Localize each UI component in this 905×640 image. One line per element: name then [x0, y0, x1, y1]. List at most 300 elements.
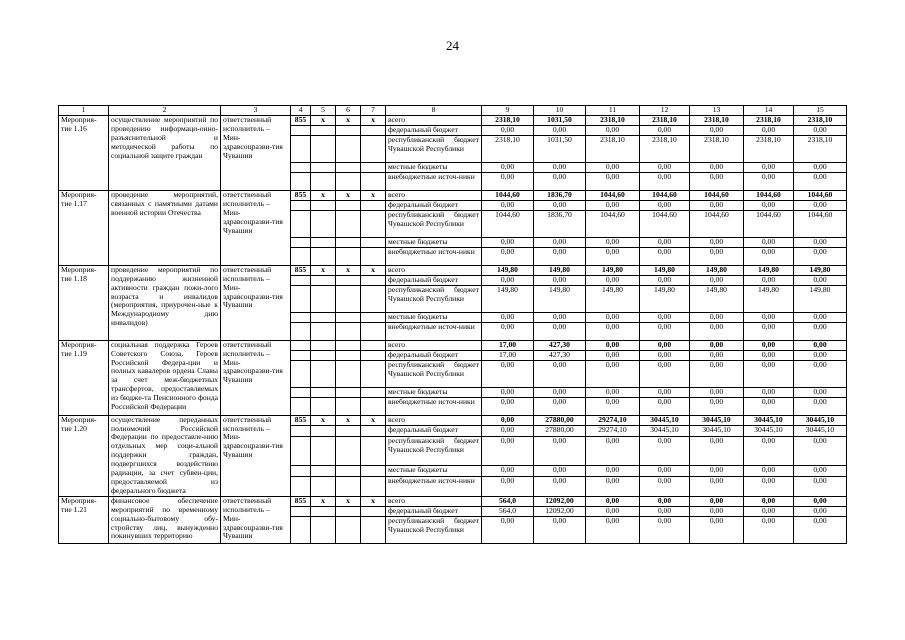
value-cell: 0,00 [586, 496, 640, 506]
value-cell: 0,00 [744, 516, 794, 543]
value-cell: 1044,60 [794, 190, 847, 200]
value-cell: 0,00 [640, 506, 690, 516]
funding-source: республиканский бюджет Чувашской Республики [386, 210, 482, 237]
value-cell: 0,00 [640, 477, 690, 497]
value-cell: 0,00 [690, 477, 744, 497]
value-cell: 0,00 [744, 387, 794, 397]
value-cell: 427,30 [534, 350, 586, 360]
code-cell [336, 322, 361, 340]
column-header: 14 [744, 106, 794, 116]
code-cell [361, 340, 386, 350]
code-cell [291, 322, 311, 340]
value-cell: 0,00 [586, 360, 640, 387]
value-cell: 0,00 [690, 506, 744, 516]
funding-source: всего [386, 415, 482, 426]
value-cell: 0,00 [586, 397, 640, 415]
value-cell: 0,00 [690, 340, 744, 350]
funding-source: внебюджетные источ-ники [386, 477, 482, 497]
table-row [59, 116, 847, 126]
code-cell [291, 162, 311, 172]
value-cell: 1044,60 [482, 190, 534, 200]
budget-table [58, 105, 847, 544]
code-cell [311, 162, 336, 172]
value-cell: 1044,60 [690, 190, 744, 200]
value-cell: 0,00 [794, 340, 847, 350]
value-cell: 0,00 [640, 466, 690, 477]
code-cell [336, 387, 361, 397]
value-cell: 0,00 [586, 237, 640, 247]
value-cell: 0,00 [794, 200, 847, 210]
value-cell: 1044,60 [586, 190, 640, 200]
code-cell: х [336, 265, 361, 275]
value-cell: 0,00 [690, 397, 744, 415]
funding-source: республиканский бюджет Чувашской Республики [386, 437, 482, 466]
value-cell: 0,00 [690, 387, 744, 397]
column-header: 15 [794, 106, 847, 116]
value-cell: 0,00 [640, 516, 690, 543]
value-cell: 1044,60 [640, 190, 690, 200]
value-cell: 0,00 [586, 322, 640, 340]
value-cell: 29274,10 [586, 426, 640, 437]
code-cell [361, 506, 386, 516]
value-cell: 0,00 [586, 387, 640, 397]
value-cell: 17,00 [482, 340, 534, 350]
value-cell: 0,00 [794, 387, 847, 397]
code-cell [291, 237, 311, 247]
value-cell: 0,00 [794, 125, 847, 135]
code-cell [336, 135, 361, 162]
value-cell: 149,80 [482, 285, 534, 312]
measure-name: осуществление переданных полномочий Российской Федерации по предоставле-нию отдельных мер соци-альной поддержки граждан, подвергшихся воздействию радиации, за счет субвен-ции, предоставляемой из федерального бюджета [109, 415, 221, 496]
code-cell [291, 466, 311, 477]
value-cell: 0,00 [794, 477, 847, 497]
funding-source: всего [386, 116, 482, 126]
code-cell [336, 350, 361, 360]
column-header: 2 [109, 106, 221, 116]
value-cell: 149,80 [744, 265, 794, 275]
code-cell [336, 506, 361, 516]
value-cell: 30445,10 [794, 426, 847, 437]
value-cell: 0,00 [794, 496, 847, 506]
page-number: 24 [446, 38, 459, 53]
measure-name: проведение мероприятий, связанных с памятными датами военной истории Отечества [109, 190, 221, 265]
measure-id: Мероприя-тие 1.16 [59, 116, 109, 191]
value-cell: 0,00 [744, 397, 794, 415]
code-cell [291, 360, 311, 387]
value-cell: 0,00 [534, 247, 586, 265]
code-cell: 855 [291, 265, 311, 275]
column-header: 3 [221, 106, 291, 116]
value-cell: 0,00 [482, 466, 534, 477]
value-cell: 149,80 [690, 265, 744, 275]
value-cell: 0,00 [534, 477, 586, 497]
value-cell: 0,00 [690, 496, 744, 506]
code-cell [291, 247, 311, 265]
code-cell [361, 360, 386, 387]
value-cell: 0,00 [534, 322, 586, 340]
code-cell: х [336, 496, 361, 506]
value-cell: 0,00 [482, 516, 534, 543]
value-cell: 0,00 [744, 340, 794, 350]
value-cell: 0,00 [534, 387, 586, 397]
value-cell: 0,00 [586, 125, 640, 135]
code-cell: 855 [291, 190, 311, 200]
code-cell [311, 426, 336, 437]
value-cell: 0,00 [586, 437, 640, 466]
code-cell [311, 237, 336, 247]
value-cell: 0,00 [482, 322, 534, 340]
value-cell: 0,00 [482, 437, 534, 466]
value-cell: 30445,10 [744, 426, 794, 437]
column-header: 13 [690, 106, 744, 116]
code-cell [361, 125, 386, 135]
funding-source: всего [386, 496, 482, 506]
table-row [59, 415, 847, 426]
funding-source: всего [386, 190, 482, 200]
value-cell: 0,00 [744, 162, 794, 172]
value-cell: 0,00 [794, 247, 847, 265]
code-cell [311, 200, 336, 210]
value-cell: 0,00 [640, 247, 690, 265]
value-cell: 1044,60 [482, 210, 534, 237]
value-cell: 0,00 [640, 340, 690, 350]
value-cell: 1031,50 [534, 116, 586, 126]
code-cell [291, 437, 311, 466]
responsible-executor: ответственный исполнитель – Мин-здравсоцразви-тия Чувашии [221, 340, 291, 415]
code-cell [361, 285, 386, 312]
value-cell: 0,00 [534, 437, 586, 466]
value-cell: 30445,10 [690, 415, 744, 426]
code-cell [336, 237, 361, 247]
code-cell [311, 437, 336, 466]
measure-id: Мероприя-тие 1.20 [59, 415, 109, 496]
value-cell: 0,00 [794, 275, 847, 285]
value-cell: 27880,00 [534, 426, 586, 437]
value-cell: 2318,10 [690, 116, 744, 126]
value-cell: 0,00 [586, 350, 640, 360]
value-cell: 0,00 [794, 312, 847, 322]
code-cell [336, 210, 361, 237]
value-cell: 1044,60 [586, 210, 640, 237]
code-cell [311, 360, 336, 387]
value-cell: 12092,00 [534, 496, 586, 506]
value-cell: 0,00 [690, 200, 744, 210]
value-cell: 0,00 [586, 506, 640, 516]
value-cell: 0,00 [744, 466, 794, 477]
code-cell: х [361, 415, 386, 426]
value-cell: 0,00 [586, 200, 640, 210]
code-cell [311, 506, 336, 516]
value-cell: 0,00 [794, 172, 847, 190]
value-cell: 149,80 [586, 285, 640, 312]
value-cell: 149,80 [794, 265, 847, 275]
value-cell: 0,00 [534, 172, 586, 190]
value-cell: 0,00 [586, 162, 640, 172]
value-cell: 0,00 [744, 506, 794, 516]
value-cell: 0,00 [482, 397, 534, 415]
value-cell: 0,00 [640, 387, 690, 397]
value-cell: 0,00 [690, 322, 744, 340]
code-cell [361, 322, 386, 340]
funding-source: всего [386, 340, 482, 350]
measure-name: социальная поддержка Героев Советского Союза, Героев Российской Федера-ции и полных кавалеров ордена Славы за счет меж-бюджетных трансфертов, предоставляемых из бюдже-та Пенсионного фонда Российской Федерации [109, 340, 221, 415]
code-cell [361, 162, 386, 172]
code-cell [336, 360, 361, 387]
value-cell: 0,00 [640, 162, 690, 172]
measure-name: проведение мероприятий по поддержанию жизненной активности граждан пожи-лого возраста и инвалидов (мероприятия, приурочен-ные к Международному дню инвалидов) [109, 265, 221, 340]
code-cell: 855 [291, 496, 311, 506]
value-cell: 149,80 [586, 265, 640, 275]
code-cell [336, 466, 361, 477]
responsible-executor: ответственный исполнитель – Мин-здравсоцразви-тия Чувашии [221, 116, 291, 191]
table-row [59, 265, 847, 275]
value-cell: 149,80 [794, 285, 847, 312]
value-cell: 0,00 [744, 237, 794, 247]
code-cell [311, 516, 336, 543]
code-cell [291, 285, 311, 312]
code-cell: х [311, 116, 336, 126]
value-cell: 0,00 [482, 125, 534, 135]
value-cell: 0,00 [744, 172, 794, 190]
value-cell: 149,80 [534, 285, 586, 312]
code-cell: х [336, 415, 361, 426]
measure-name: финансовое обеспечение мероприятий по временному социально-бытовому обу-стройству лиц, вынужденно покинувших территорию [109, 496, 221, 543]
responsible-executor: ответственный исполнитель – Мин-здравсоцразви-тия Чувашии [221, 496, 291, 543]
code-cell: х [311, 496, 336, 506]
value-cell: 564,0 [482, 496, 534, 506]
table-row [59, 340, 847, 350]
code-cell: х [361, 116, 386, 126]
value-cell: 0,00 [482, 387, 534, 397]
code-cell [291, 312, 311, 322]
code-cell [311, 285, 336, 312]
code-cell [311, 466, 336, 477]
value-cell: 0,00 [640, 312, 690, 322]
value-cell: 149,80 [534, 265, 586, 275]
code-cell [291, 516, 311, 543]
funding-source: местные бюджеты [386, 162, 482, 172]
code-cell [291, 350, 311, 360]
code-cell [361, 275, 386, 285]
code-cell [311, 350, 336, 360]
column-header: 7 [361, 106, 386, 116]
value-cell: 30445,10 [690, 426, 744, 437]
value-cell: 0,00 [744, 350, 794, 360]
funding-source: федеральный бюджет [386, 426, 482, 437]
value-cell: 0,00 [640, 275, 690, 285]
code-cell [291, 477, 311, 497]
value-cell: 0,00 [744, 360, 794, 387]
value-cell: 0,00 [586, 275, 640, 285]
value-cell: 149,80 [690, 285, 744, 312]
value-cell: 0,00 [534, 397, 586, 415]
code-cell [291, 125, 311, 135]
value-cell: 1836,70 [534, 190, 586, 200]
value-cell: 0,00 [640, 360, 690, 387]
value-cell: 0,00 [482, 312, 534, 322]
value-cell: 0,00 [586, 340, 640, 350]
value-cell: 0,00 [586, 312, 640, 322]
value-cell: 0,00 [744, 477, 794, 497]
code-cell: х [311, 190, 336, 200]
column-header: 10 [534, 106, 586, 116]
code-cell [336, 426, 361, 437]
code-cell [291, 340, 311, 350]
code-cell [361, 210, 386, 237]
value-cell: 0,00 [534, 466, 586, 477]
value-cell: 0,00 [586, 466, 640, 477]
value-cell: 2318,10 [690, 135, 744, 162]
value-cell: 30445,10 [744, 415, 794, 426]
value-cell: 0,00 [640, 237, 690, 247]
code-cell [336, 125, 361, 135]
code-cell [336, 340, 361, 350]
table-row [59, 190, 847, 200]
value-cell: 12092,00 [534, 506, 586, 516]
code-cell [311, 322, 336, 340]
value-cell: 0,00 [534, 312, 586, 322]
value-cell: 0,00 [482, 162, 534, 172]
code-cell [311, 340, 336, 350]
code-cell: 855 [291, 415, 311, 426]
code-cell [311, 387, 336, 397]
code-cell: х [361, 190, 386, 200]
funding-source: федеральный бюджет [386, 200, 482, 210]
code-cell: х [311, 415, 336, 426]
value-cell: 0,00 [640, 350, 690, 360]
code-cell: х [336, 190, 361, 200]
funding-source: местные бюджеты [386, 466, 482, 477]
value-cell: 0,00 [744, 496, 794, 506]
value-cell: 0,00 [640, 200, 690, 210]
code-cell [291, 275, 311, 285]
value-cell: 0,00 [794, 516, 847, 543]
value-cell: 1044,60 [794, 210, 847, 237]
value-cell: 0,00 [586, 516, 640, 543]
column-header: 12 [640, 106, 690, 116]
table-body [59, 106, 847, 544]
code-cell [361, 172, 386, 190]
value-cell: 149,80 [640, 285, 690, 312]
value-cell: 0,00 [690, 172, 744, 190]
code-cell [361, 135, 386, 162]
value-cell: 0,00 [640, 125, 690, 135]
code-cell [336, 516, 361, 543]
value-cell: 30445,10 [640, 426, 690, 437]
column-header: 6 [336, 106, 361, 116]
code-cell [291, 200, 311, 210]
code-cell [336, 275, 361, 285]
value-cell: 149,80 [640, 265, 690, 275]
value-cell: 0,00 [586, 172, 640, 190]
value-cell: 0,00 [534, 200, 586, 210]
column-header: 1 [59, 106, 109, 116]
value-cell: 1044,60 [640, 210, 690, 237]
funding-source: республиканский бюджет Чувашской Республики [386, 135, 482, 162]
code-cell [361, 397, 386, 415]
code-cell [336, 477, 361, 497]
value-cell: 0,00 [744, 247, 794, 265]
funding-source: местные бюджеты [386, 312, 482, 322]
value-cell: 149,80 [482, 265, 534, 275]
value-cell: 2318,10 [482, 116, 534, 126]
value-cell: 0,00 [534, 237, 586, 247]
value-cell: 0,00 [640, 322, 690, 340]
value-cell: 0,00 [482, 172, 534, 190]
value-cell: 30445,10 [794, 415, 847, 426]
code-cell [291, 210, 311, 237]
value-cell: 0,00 [482, 247, 534, 265]
value-cell: 0,00 [744, 125, 794, 135]
code-cell [311, 397, 336, 415]
value-cell: 0,00 [794, 360, 847, 387]
value-cell: 0,00 [744, 322, 794, 340]
value-cell: 0,00 [640, 397, 690, 415]
code-cell [311, 477, 336, 497]
value-cell: 0,00 [794, 437, 847, 466]
funding-source: местные бюджеты [386, 237, 482, 247]
code-cell [336, 285, 361, 312]
code-cell [361, 437, 386, 466]
code-cell: х [311, 265, 336, 275]
value-cell: 2318,10 [794, 116, 847, 126]
measure-id: Мероприя-тие 1.19 [59, 340, 109, 415]
value-cell: 0,00 [744, 437, 794, 466]
responsible-executor: ответственный исполнитель – Мин-здравсоцразви-тия Чувашии [221, 415, 291, 496]
value-cell: 0,00 [482, 477, 534, 497]
funding-source: республиканский бюджет Чувашской Республики [386, 360, 482, 387]
funding-source: республиканский бюджет Чувашской Республики [386, 285, 482, 312]
code-cell [361, 200, 386, 210]
funding-source: внебюджетные источ-ники [386, 172, 482, 190]
header-row [59, 106, 847, 116]
code-cell [311, 312, 336, 322]
code-cell [336, 172, 361, 190]
code-cell [336, 200, 361, 210]
value-cell: 0,00 [690, 275, 744, 285]
value-cell: 2318,10 [794, 135, 847, 162]
value-cell: 0,00 [690, 360, 744, 387]
value-cell: 0,00 [482, 237, 534, 247]
funding-source: федеральный бюджет [386, 275, 482, 285]
value-cell: 2318,10 [586, 135, 640, 162]
value-cell: 0,00 [534, 162, 586, 172]
code-cell [361, 426, 386, 437]
code-cell [311, 125, 336, 135]
value-cell: 0,00 [744, 200, 794, 210]
measure-id: Мероприя-тие 1.18 [59, 265, 109, 340]
value-cell: 0,00 [534, 275, 586, 285]
code-cell [291, 135, 311, 162]
value-cell: 0,00 [690, 125, 744, 135]
value-cell: 2318,10 [482, 135, 534, 162]
funding-source: внебюджетные источ-ники [386, 397, 482, 415]
value-cell: 1044,60 [690, 210, 744, 237]
measure-name: осуществление мероприятий по проведению информаци-онно-разъяснительной и методической работы по социальной защите граждан [109, 116, 221, 191]
value-cell: 1044,60 [744, 210, 794, 237]
value-cell: 17,00 [482, 350, 534, 360]
value-cell: 2318,10 [640, 116, 690, 126]
value-cell: 2318,10 [640, 135, 690, 162]
funding-source: внебюджетные источ-ники [386, 247, 482, 265]
value-cell: 0,00 [482, 200, 534, 210]
value-cell: 0,00 [586, 477, 640, 497]
code-cell [291, 426, 311, 437]
value-cell: 1031,50 [534, 135, 586, 162]
code-cell [336, 437, 361, 466]
code-cell [311, 210, 336, 237]
value-cell: 0,00 [640, 172, 690, 190]
